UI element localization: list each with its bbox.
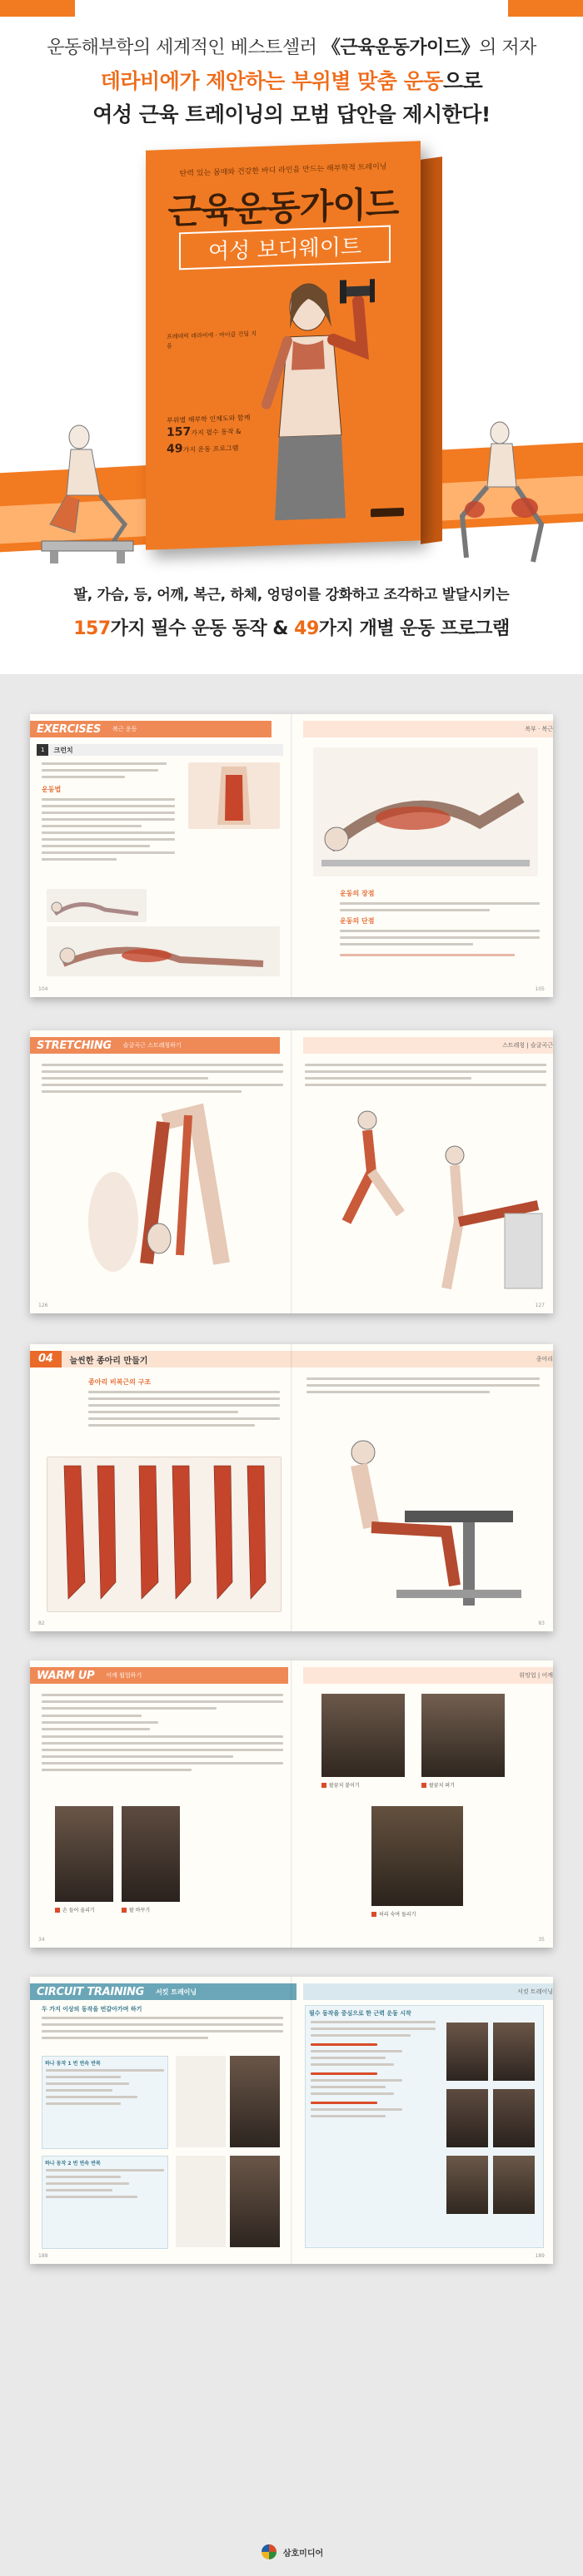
spread-circuit-training: CIRCUIT TRAINING 서킷 트레이닝 서킷 트레이닝 두 가지 이상의 동작을 번갈아가며 하기 하나 동작 1 번 연속 반복 하나 동작 2 번 연속 반복 필수 동작을 중심으로 한 근력 운동 시작 188 189 <box>30 1977 553 2264</box>
hero-line-2: 데라비에가 제안하는 부위별 맞춤 운동으로 <box>100 69 483 93</box>
publisher-name: 삼호미디어 <box>282 2549 324 2559</box>
circuit-photo-2 <box>230 2156 280 2247</box>
spread-stretching: STRETCHING 슬굴곡근 스트레칭하기 스트레칭 | 슬굴곡근 126 127 <box>30 1030 553 1313</box>
top-stripe-right <box>508 0 583 17</box>
crunch-illustration-1 <box>47 889 147 922</box>
spread-header-right: 복부 · 복근 <box>303 721 553 737</box>
tips-heading-1: 운동의 장점 <box>340 890 375 897</box>
circuit-illustration-1 <box>176 2056 226 2147</box>
spread-header: WARM UP 어깨 웜업하기 <box>30 1667 288 1684</box>
circuit-photo-5 <box>446 2089 488 2147</box>
book-badge: 부위별 해부학 인체도와 함께 157가지 필수 동작 & 49가지 운동 프로그램 <box>167 414 251 456</box>
warmup-photo-2 <box>122 1806 180 1902</box>
hero-banner <box>0 0 583 674</box>
cover-model-illustration <box>242 267 375 522</box>
circuit-photo-3 <box>446 2023 488 2081</box>
sub-heading: 종아리 비복근의 구조 <box>88 1378 152 1386</box>
circuit-photo-8 <box>493 2156 535 2214</box>
warmup-photo-4 <box>421 1694 505 1777</box>
spread-header: EXERCISES 복근 운동 <box>30 721 272 737</box>
spread-header-right: 스트레칭 | 슬굴곡근 <box>303 1037 553 1054</box>
top-stripe-left <box>0 0 75 17</box>
hero-bottom-line-2: 157가지 필수 운동 동작 & 49가지 개별 운동 프로그램 <box>73 618 510 639</box>
seated-calf-raise-illustration <box>321 1419 530 1611</box>
spread-exercises: EXERCISES 복근 운동 복부 · 복근 1 크런치 운동법 운동의 장점 운동의 단점 104 105 <box>30 714 553 997</box>
section-bar: 1 크런치 <box>37 744 283 756</box>
left-heading: 두 가지 이상의 동작을 번갈아가며 하기 <box>42 2006 142 2013</box>
spread-header-right: 워밍업 | 어깨 <box>303 1667 553 1684</box>
lunge-stretch-illustration <box>321 1105 413 1230</box>
book-tagline: 탄력 있는 몸매와 건강한 바디 라인을 만드는 해부학적 트레이닝 <box>179 162 387 179</box>
circuit-photo-7 <box>446 2156 488 2214</box>
circuit-photo-1 <box>230 2056 280 2147</box>
circuit-photo-4 <box>493 2023 535 2081</box>
spread-header-right: 종아리 <box>536 1356 553 1362</box>
circuit-photo-6 <box>493 2089 535 2147</box>
book-spine <box>421 156 442 544</box>
calf-anatomy-illustrations <box>47 1457 282 1612</box>
hero-bottom-line-1: 팔, 가슴, 등, 어깨, 복근, 하체, 엉덩이를 강화하고 조각하고 발달시키는 <box>73 587 510 603</box>
warmup-photo-3 <box>321 1694 405 1777</box>
tips-heading-2: 운동의 단점 <box>340 917 375 925</box>
warmup-photo-5 <box>371 1806 463 1906</box>
sub-heading: 운동법 <box>42 786 62 793</box>
publisher-footer <box>0 2543 583 2561</box>
hero-line-1: 운동해부학의 세계적인 베스트셀러 《근육운동가이드》의 저자 <box>47 37 536 58</box>
book-cover <box>146 141 421 550</box>
warmup-photo-1 <box>55 1806 113 1902</box>
crunch-illustration-2 <box>47 926 280 976</box>
spread-header: STRETCHING 슬굴곡근 스트레칭하기 <box>30 1037 280 1054</box>
circuit-illustration-2 <box>176 2156 226 2247</box>
right-box: 필수 동작을 중심으로 한 근력 운동 시작 <box>305 2005 544 2248</box>
circuit-box-2: 하나 동작 2 번 연속 반복 <box>42 2156 168 2249</box>
circuit-box-1: 하나 동작 1 번 연속 반복 <box>42 2056 168 2149</box>
forward-fold-illustration <box>63 1097 263 1297</box>
spread-header: CIRCUIT TRAINING 서킷 트레이닝 <box>30 1983 296 2000</box>
publisher-logo-icon <box>260 2543 278 2561</box>
spread-calves: 04 늘씬한 종아리 만들기 종아리 종아리 비복근의 구조 82 83 <box>30 1344 553 1631</box>
book-subtitle: 여성 보디웨이트 <box>179 225 391 270</box>
spread-header-right: 서킷 트레이닝 <box>303 1983 553 2000</box>
spread-warmup: WARM UP 어깨 웜업하기 워밍업 | 어깨 손 들어 올리기 팔 바꾸기 팔꿈치 붙이기 팔꿈치 펴기 허리 숙여 돌리기 34 35 <box>30 1660 553 1948</box>
hero-line-3: 여성 근육 트레이닝의 모범 답안을 제시한다! <box>92 102 491 127</box>
spread-header: 04 늘씬한 종아리 만들기 <box>30 1351 553 1367</box>
crunch-illustration-large <box>313 747 538 876</box>
book-title: 근육운동가이드 <box>167 183 399 232</box>
lunge-sketch-right <box>441 416 566 574</box>
book-authors: 프레데릭 데라비에 · 마이클 건딜 지음 <box>167 330 257 350</box>
squat-sketch-left <box>33 416 142 566</box>
leg-raise-stretch-illustration <box>421 1130 546 1297</box>
anatomy-torso-illustration <box>188 762 280 829</box>
publisher-logo-small <box>371 508 404 517</box>
